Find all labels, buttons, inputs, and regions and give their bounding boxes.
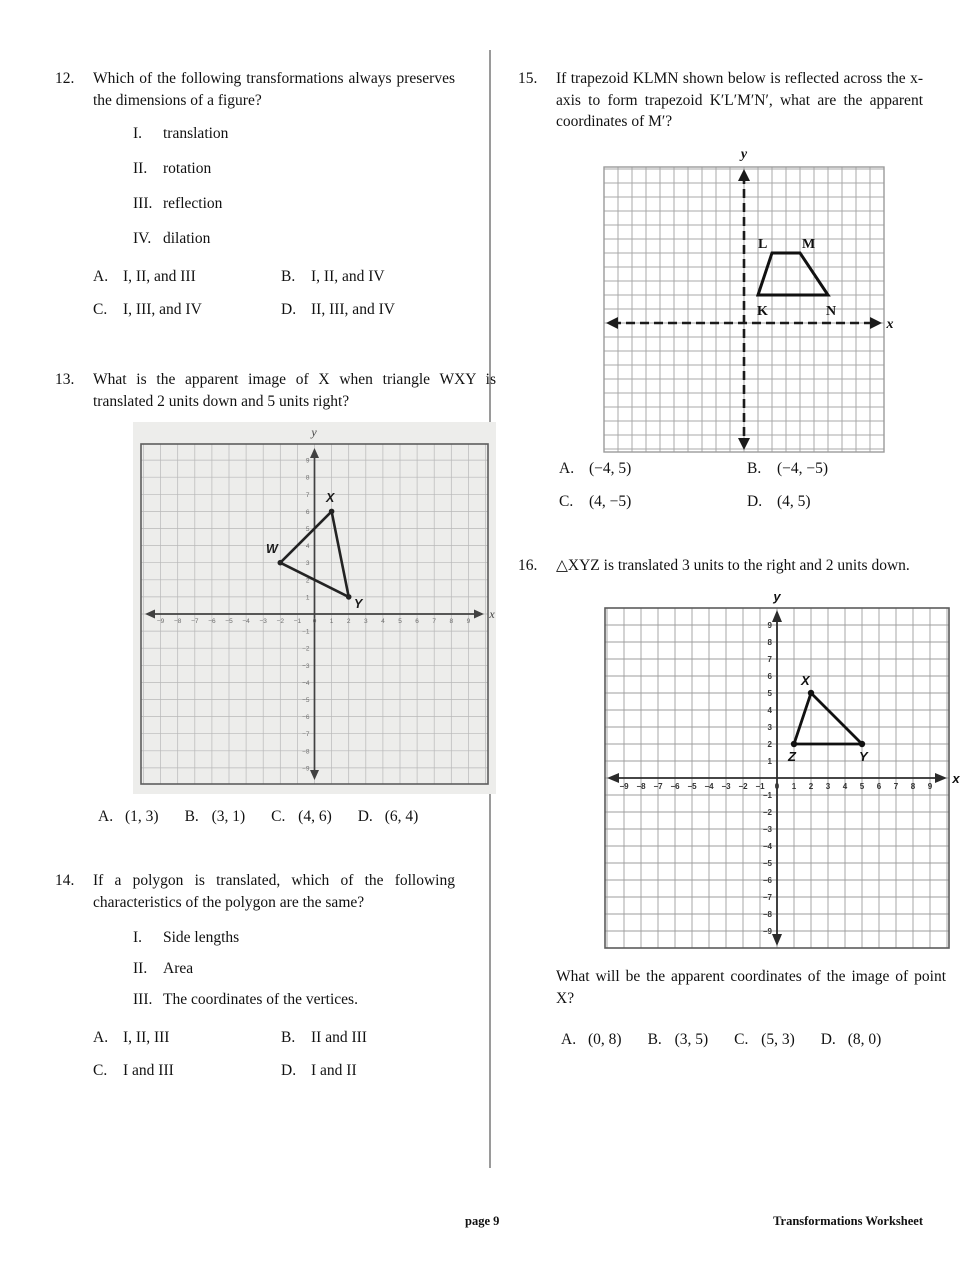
svg-text:8: 8: [305, 474, 310, 482]
question-15-graph-wrap: [556, 143, 923, 443]
question-13: [55, 369, 497, 826]
question-13-number: 13.: [55, 371, 75, 388]
choice-label: C.: [734, 1031, 749, 1048]
choice-label: D.: [281, 301, 297, 318]
question-15-prompt-line2: the x-axis to form trapezoid K′L′M′N′, what are: [556, 70, 923, 109]
svg-text:−7: −7: [762, 893, 772, 902]
question-15-prompt-line3: the apparent coordinates of M′?: [556, 91, 923, 130]
svg-text:9: 9: [466, 618, 471, 625]
svg-text:7: 7: [767, 655, 772, 664]
svg-text:1: 1: [767, 757, 772, 766]
roman-label: IV.: [133, 230, 152, 247]
svg-text:−2: −2: [762, 808, 772, 817]
svg-text:7: 7: [305, 491, 310, 499]
choice-a[interactable]: [561, 1031, 648, 1049]
point-label-n: N: [826, 303, 837, 319]
question-13-prompt-line1: What is the apparent image of X when triangle: [93, 371, 431, 388]
svg-text:3: 3: [767, 723, 772, 732]
choice-value: (−4, 5): [589, 459, 632, 477]
svg-text:0: 0: [312, 618, 317, 625]
choice-value: I, III, and IV: [123, 301, 202, 318]
x-axis-arrow-left: [606, 317, 618, 329]
x-axis-arrow-left: [607, 773, 619, 783]
choice-c[interactable]: [271, 808, 358, 826]
point-label-z: Z: [788, 749, 796, 764]
svg-text:6: 6: [876, 782, 882, 791]
y-axis-label: y: [311, 425, 317, 439]
roman-item: [133, 989, 455, 1010]
choice-value: (4, 6): [298, 808, 332, 825]
y-axis-label: y: [773, 589, 781, 604]
svg-text:4: 4: [381, 618, 385, 625]
svg-text:−9: −9: [762, 927, 772, 936]
roman-text: dilation: [163, 230, 211, 247]
choice-a[interactable]: [93, 1028, 281, 1048]
roman-label: II.: [133, 160, 148, 177]
question-14-prompt: [93, 870, 455, 913]
point-label-l: L: [758, 236, 768, 252]
question-16: [518, 555, 960, 1050]
svg-text:−8: −8: [636, 782, 646, 791]
choice-d[interactable]: [281, 1061, 455, 1081]
question-14: [55, 870, 455, 1094]
choice-b[interactable]: [281, 267, 455, 287]
vertex-y: [859, 741, 865, 747]
choice-label: C.: [271, 808, 286, 825]
question-12-prompt-line1: Which of the following transformations always: [93, 70, 392, 87]
question-14-prompt-line1: If a polygon is translated, which of the following: [93, 872, 455, 889]
svg-text:−5: −5: [762, 859, 772, 868]
choice-value: I, II, and III: [123, 268, 196, 285]
svg-text:−6: −6: [670, 782, 680, 791]
y-axis-arrow-down: [772, 934, 782, 946]
choice-label: C.: [93, 1062, 108, 1079]
svg-text:4: 4: [842, 782, 848, 791]
question-14-roman-list: [133, 927, 455, 1010]
svg-text:6: 6: [305, 508, 310, 516]
left-column: [55, 68, 497, 1094]
choice-value: (5, 3): [761, 1031, 795, 1048]
svg-text:3: 3: [363, 618, 368, 625]
graph-q16-svg: [594, 586, 964, 966]
svg-text:−1: −1: [302, 628, 310, 636]
point-label-w: W: [266, 542, 278, 556]
choice-d[interactable]: [358, 808, 445, 826]
svg-text:5: 5: [305, 526, 310, 533]
question-15-number: 15.: [518, 70, 538, 87]
roman-item: [133, 193, 455, 214]
svg-text:4: 4: [767, 706, 772, 715]
choice-c[interactable]: [734, 1031, 821, 1049]
choice-a[interactable]: [98, 808, 185, 826]
svg-text:−9: −9: [156, 618, 165, 625]
graph-q15: [594, 143, 894, 443]
svg-text:−8: −8: [173, 618, 182, 625]
roman-item: [133, 228, 455, 249]
choice-c[interactable]: [559, 492, 747, 512]
choice-value: (6, 4): [384, 808, 419, 825]
svg-text:3: 3: [305, 560, 310, 568]
question-12-roman-list: [133, 123, 455, 249]
choice-c[interactable]: [93, 300, 281, 320]
svg-text:−6: −6: [208, 618, 216, 625]
svg-text:9: 9: [767, 621, 772, 630]
question-14-choices: [93, 1028, 455, 1081]
roman-text: The coordinates of the vertices.: [163, 991, 358, 1008]
svg-text:9: 9: [305, 457, 310, 465]
choice-label: B.: [184, 808, 199, 825]
svg-text:8: 8: [767, 638, 772, 647]
roman-item: [133, 158, 455, 179]
point-label-k: K: [757, 303, 768, 319]
graph-q15-svg: [594, 143, 894, 468]
svg-text:−3: −3: [302, 662, 310, 670]
x-axis-arrow-right: [870, 317, 882, 329]
question-16-prompt: [556, 555, 946, 577]
svg-text:−4: −4: [762, 842, 772, 851]
svg-text:−1: −1: [762, 791, 772, 800]
point-label-x: X: [326, 491, 335, 505]
choice-value: II, III, and IV: [311, 301, 395, 318]
choice-value: I, II, III: [123, 1029, 170, 1046]
choice-label: B.: [281, 268, 296, 285]
roman-text: rotation: [163, 160, 212, 177]
trapezoid-klmn: [758, 253, 828, 295]
x-axis-arrow-right: [935, 773, 947, 783]
axes: [611, 614, 943, 942]
svg-text:−5: −5: [302, 697, 310, 704]
roman-item: [133, 958, 455, 979]
roman-label: I.: [133, 929, 143, 946]
choice-label: A.: [98, 808, 114, 825]
choice-label: D.: [281, 1062, 297, 1079]
svg-text:−3: −3: [762, 825, 772, 834]
svg-text:−6: −6: [762, 876, 772, 885]
choice-label: D.: [820, 1031, 836, 1048]
roman-text: Area: [163, 960, 194, 977]
svg-text:8: 8: [910, 782, 916, 791]
question-16-followup-line1: What will be the apparent coordinates of the: [556, 968, 846, 985]
svg-text:−2: −2: [738, 782, 748, 791]
question-12-number: 12.: [55, 70, 75, 87]
choice-value: (3, 1): [211, 808, 246, 825]
question-13-prompt: [93, 369, 496, 412]
question-13-prompt-line2: WXY is translated 2 units down and 5 units right?: [93, 371, 497, 410]
svg-text:−2: −2: [302, 645, 310, 653]
svg-text:2: 2: [305, 577, 310, 585]
svg-text:4: 4: [305, 543, 310, 551]
choice-label: D.: [357, 808, 373, 825]
svg-text:−4: −4: [704, 782, 714, 791]
svg-text:9: 9: [927, 782, 933, 791]
choice-label: A.: [559, 459, 575, 477]
vertex-x: [808, 690, 814, 696]
choice-label: A.: [561, 1031, 577, 1048]
choice-c[interactable]: [93, 1061, 281, 1081]
svg-text:−4: −4: [302, 679, 310, 687]
choice-value: (1, 3): [125, 808, 159, 825]
x-axis-label: x: [886, 316, 894, 332]
svg-text:−5: −5: [687, 782, 697, 791]
choice-value: I and III: [123, 1062, 174, 1079]
svg-text:−7: −7: [302, 731, 310, 739]
svg-text:−6: −6: [302, 714, 310, 722]
graph-q13: [133, 422, 496, 794]
roman-label: III.: [133, 195, 153, 212]
choice-b[interactable]: [185, 808, 272, 826]
point-label-y: Y: [859, 749, 868, 764]
choice-value: (8, 0): [847, 1031, 882, 1048]
question-16-number: 16.: [518, 556, 538, 574]
point-label-y: Y: [354, 597, 363, 611]
choice-value: I and II: [311, 1062, 357, 1079]
svg-text:−3: −3: [721, 782, 731, 791]
choice-label: A.: [93, 1029, 109, 1046]
svg-text:2: 2: [346, 618, 351, 625]
svg-text:5: 5: [398, 618, 402, 625]
choice-d[interactable]: [821, 1031, 908, 1049]
choice-value: (3, 5): [674, 1031, 709, 1048]
question-15-prompt: [556, 68, 923, 133]
question-16-prompt-line1: △XYZ is translated 3 units to the right and 2 units: [556, 556, 868, 574]
question-13-graph-wrap: [93, 422, 496, 794]
svg-text:−3: −3: [259, 618, 267, 625]
question-12-choices: [93, 267, 455, 320]
question-12-prompt-line2: preserves the dimensions of a figure?: [93, 70, 455, 109]
choice-value: II and III: [311, 1029, 367, 1046]
roman-text: reflection: [163, 195, 223, 212]
right-column: [518, 68, 960, 1049]
choice-label: B.: [747, 459, 762, 477]
point-label-x: X: [801, 673, 810, 688]
x-axis-label: x: [952, 771, 960, 786]
svg-text:−2: −2: [276, 618, 285, 625]
roman-item: [133, 123, 455, 144]
roman-text: translation: [163, 125, 229, 142]
choice-b[interactable]: [281, 1028, 455, 1048]
svg-text:−7: −7: [653, 782, 663, 791]
worksheet-title: Transformations Worksheet: [773, 1214, 923, 1228]
y-axis-label: y: [740, 146, 748, 162]
svg-text:2: 2: [808, 782, 814, 791]
svg-text:−7: −7: [191, 618, 199, 625]
roman-label: II.: [133, 960, 148, 977]
question-16-followup-line2: image of point X?: [556, 968, 947, 1007]
roman-label: I.: [133, 125, 143, 142]
svg-text:−1: −1: [755, 782, 765, 791]
svg-text:−4: −4: [242, 618, 250, 625]
svg-text:5: 5: [859, 782, 865, 791]
question-13-choices: [93, 808, 496, 826]
vertex-x: [329, 509, 335, 515]
choice-label: C.: [559, 492, 574, 510]
choice-b[interactable]: [648, 1031, 735, 1049]
y-axis-arrow-up: [772, 610, 782, 622]
page-number: page 9: [465, 1214, 500, 1228]
question-16-choices: [556, 1031, 946, 1049]
question-14-prompt-line2: characteristics of the polygon are the same?: [93, 893, 365, 911]
choice-label: C.: [93, 301, 108, 318]
point-label-m: M: [802, 236, 816, 252]
vertex-w: [278, 560, 284, 566]
svg-text:6: 6: [767, 672, 772, 681]
question-16-prompt-line2: down.: [871, 556, 910, 574]
svg-text:8: 8: [449, 618, 454, 625]
x-axis-label: x: [489, 607, 495, 621]
question-15-prompt-line1: If trapezoid KLMN shown below is reflected across: [556, 70, 883, 87]
svg-text:6: 6: [415, 618, 419, 625]
graph-q13-svg: [133, 422, 496, 794]
choice-d[interactable]: [281, 300, 455, 320]
roman-text: Side lengths: [163, 929, 240, 946]
choice-label: B.: [281, 1029, 296, 1046]
svg-text:2: 2: [767, 740, 772, 749]
svg-text:7: 7: [893, 782, 899, 791]
choice-a[interactable]: [93, 267, 281, 287]
vertex-z: [791, 741, 797, 747]
svg-text:−8: −8: [762, 910, 772, 919]
roman-label: III.: [133, 991, 153, 1008]
y-axis-arrow-up: [738, 169, 750, 181]
question-12-prompt: [93, 68, 455, 111]
choice-value: I, II, and IV: [311, 268, 385, 285]
choice-d[interactable]: [747, 492, 923, 512]
svg-text:0: 0: [774, 782, 780, 791]
svg-text:−8: −8: [302, 748, 310, 756]
svg-text:1: 1: [791, 782, 797, 791]
choice-label: B.: [647, 1031, 662, 1048]
vertex-y: [346, 594, 352, 600]
choice-label: A.: [93, 268, 109, 285]
choice-label: D.: [747, 492, 763, 510]
roman-item: [133, 927, 455, 948]
question-15: [518, 68, 923, 525]
svg-text:−1: −1: [293, 618, 302, 625]
question-16-followup: [556, 966, 946, 1009]
svg-text:−5: −5: [225, 618, 233, 625]
svg-text:3: 3: [825, 782, 831, 791]
svg-text:−9: −9: [302, 765, 310, 773]
svg-text:5: 5: [767, 689, 772, 698]
graph-q16: [594, 586, 960, 958]
svg-text:7: 7: [432, 618, 437, 625]
choice-value: (4, −5): [589, 492, 632, 510]
question-14-number: 14.: [55, 872, 75, 889]
choice-value: (−4, −5): [777, 459, 829, 477]
svg-text:1: 1: [329, 618, 334, 625]
y-axis-arrow-down: [738, 438, 750, 450]
choice-value: (4, 5): [777, 492, 811, 510]
question-12: [55, 68, 455, 333]
choice-value: (0, 8): [588, 1031, 622, 1048]
svg-text:1: 1: [305, 594, 310, 602]
svg-text:−9: −9: [619, 782, 629, 791]
question-16-graph-wrap: [556, 586, 960, 958]
